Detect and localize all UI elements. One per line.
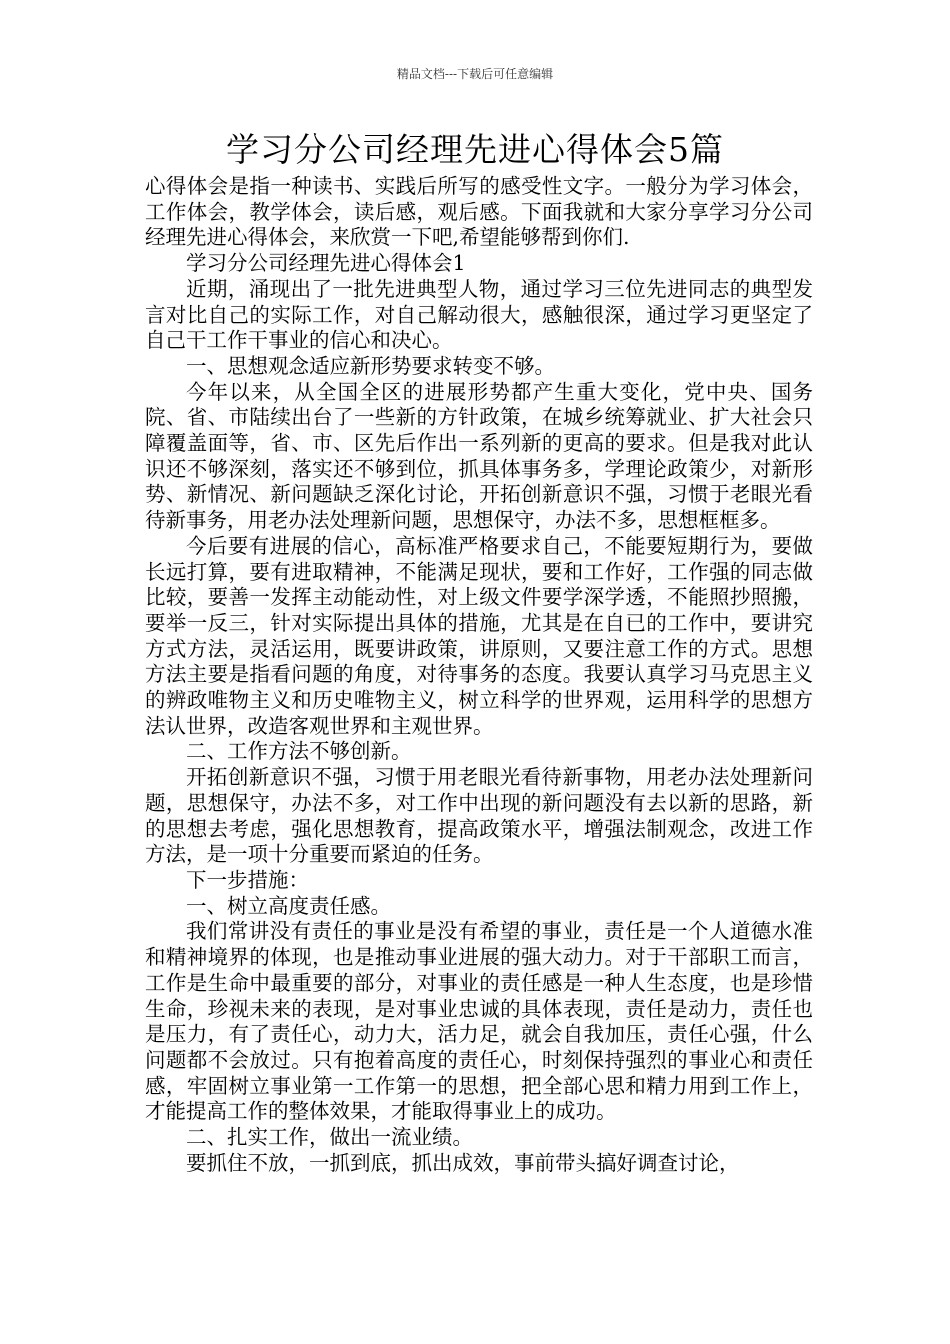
header-note: 精品文档---下载后可任意编辑: [396, 67, 554, 81]
document-title: 学习分公司经理先进心得体会5篇: [226, 130, 724, 169]
paragraph: 二、工作方法不够创新。: [186, 739, 412, 764]
paragraph: 我们常讲没有责任的事业是没有希望的事业，责任是一个人道德水准和精神境界的体现，也是推动事业进展的强大动力。对于干部职工而言，工作是生命中最重要的部分，对事业的责任感是一种人生态度，也是珍惜生命，珍视未来的表现，是对事业忠诚的具体表现，责任是动力，责任也是压力，有了责任心，动力大，活力足，就会自我加压，责任心强，什么问题都不会放过。只有抱着高度的责任心，时刻保持强烈的事业心和责任感，牢固树立事业第一工作第一的思想，把全部心思和精力用到工作上，才能提高工作的整体效果，才能取得事业上的成功。: [145, 919, 813, 1124]
paragraph: 今年以来，从全国全区的进展形势都产生重大变化，党中央、国务院、省、市陆续出台了一些新的方针政策，在城乡统筹就业、扩大社会只障覆盖面等，省、市、区先后作出一系列新的更高的要求。但是我对此认识还不够深刻，落实还不够到位，抓具体事务多，学理论政策少，对新形势、新情况、新问题缺乏深化讨论，开拓创新意识不强，习惯于老眼光看待新事务，用老办法处理新问题，思想保守，办法不多，思想框框多。: [145, 379, 813, 533]
paragraph: 心得体会是指一种读书、实践后所写的感受性文字。一般分为学习体会，工作体会，教学体会，读后感，观后感。下面我就和大家分享学习分公司经理先进心得体会，来欣赏一下吧,希望能够帮到你们.: [145, 174, 813, 250]
paragraph: 一、树立高度责任感。: [186, 893, 391, 918]
paragraph: 学习分公司经理先进心得体会1: [186, 251, 466, 276]
paragraph: 开拓创新意识不强，习惯于用老眼光看待新事物，用老办法处理新问题，思想保守，办法不多，对工作中出现的新问题没有去以新的思路，新的思想去考虑，强化思想教育，提高政策水平，增强法制观念，改进工作方法，是一项十分重要而紧迫的任务。: [145, 765, 813, 867]
paragraph: 要抓住不放，一抓到底，抓出成效，事前带头搞好调查讨论，: [186, 1150, 740, 1175]
paragraph: 二、扎实工作，做出一流业绩。: [186, 1125, 473, 1150]
paragraph: 近期，涌现出了一批先进典型人物，通过学习三位先进同志的典型发言对比自己的实际工作，对自己解动很大，感触很深，通过学习更坚定了自己干工作干事业的信心和决心。: [145, 276, 813, 353]
paragraph: 下一步措施：: [186, 867, 309, 892]
paragraph: 一、思想观念适应新形势要求转变不够。: [186, 353, 555, 378]
document-body: [145, 174, 813, 1176]
paragraph: 今后要有进展的信心，高标准严格要求自己，不能要短期行为，要做长远打算，要有进取精神，不能满足现状，要和工作好，工作强的同志做比较，要善一发挥主动能动性，对上级文件要学深学透，不能照抄照搬，要举一反三，针对实际提出具体的措施，尤其是在自已的工作中，要讲究方式方法，灵活运用，既要讲政策，讲原则，又要注意工作的方式。思想方法主要是指看问题的角度，对待事务的态度。我要认真学习马克思主义的辨政唯物主义和历史唯物主义，树立科学的世界观，运用科学的思想方法认世界，改造客观世界和主观世界。: [145, 533, 813, 738]
